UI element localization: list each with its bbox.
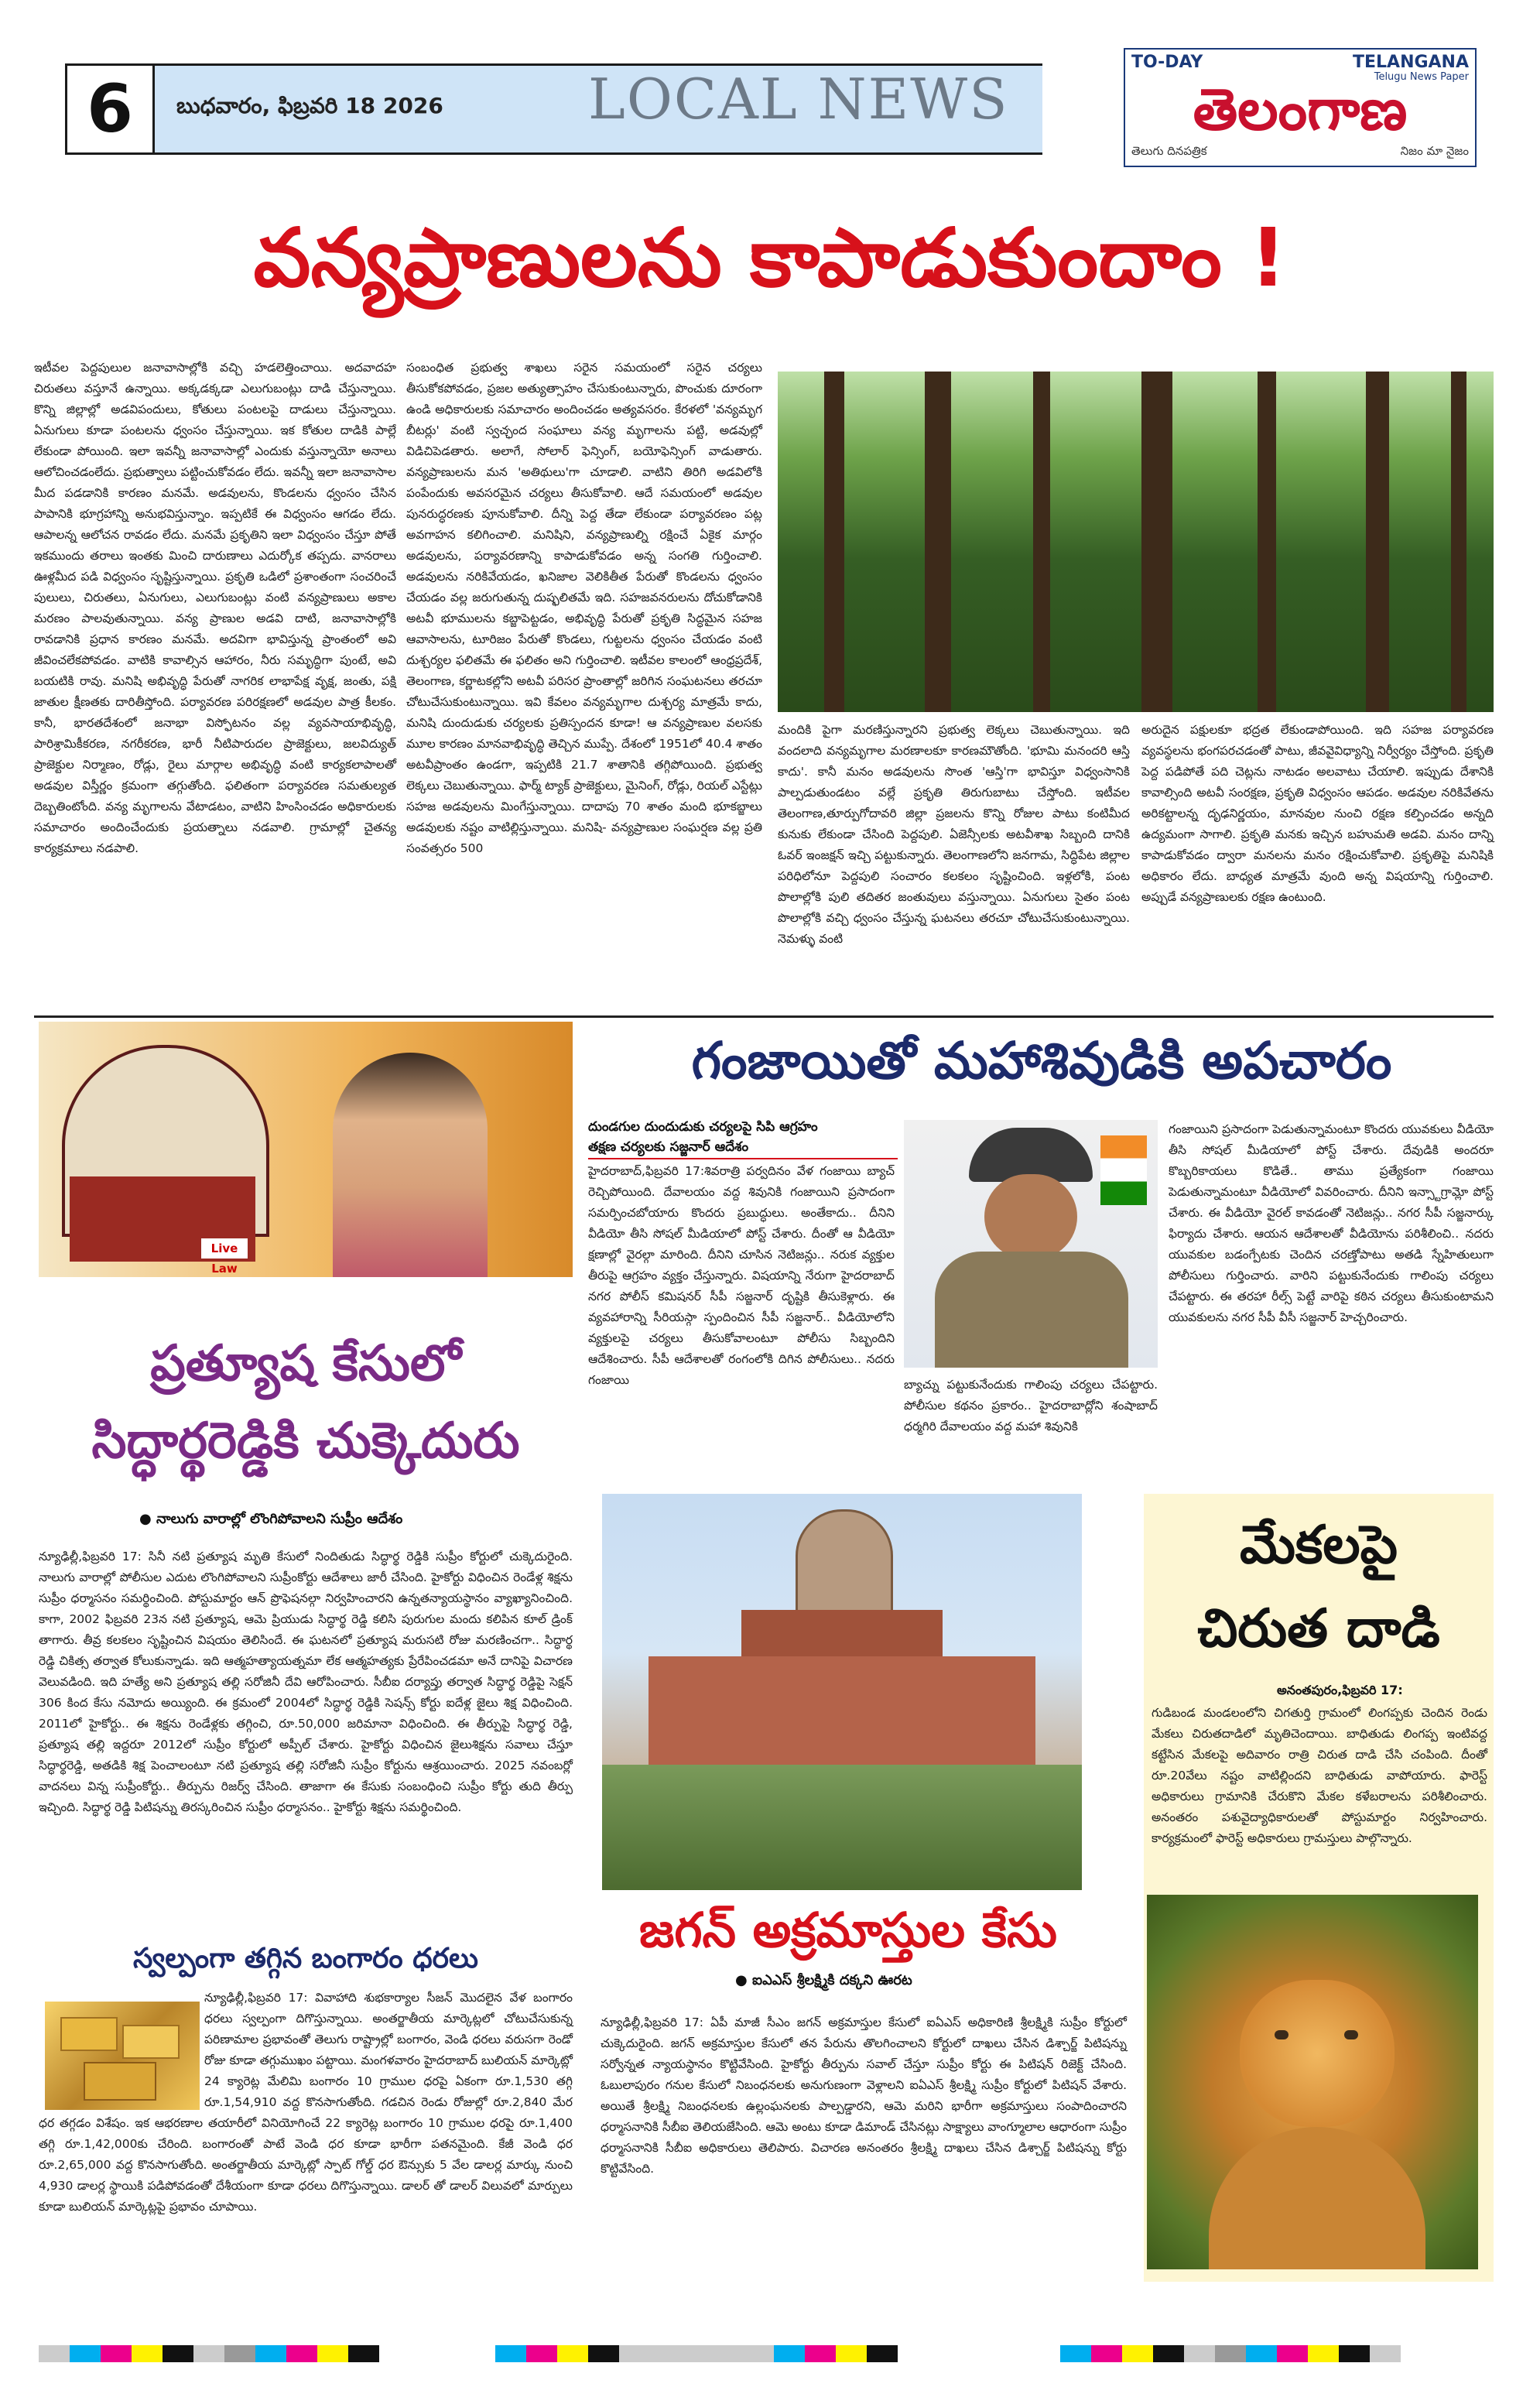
gold-headline: స్వల్పంగా తగ్గిన బంగారం ధరలు — [133, 1943, 478, 1974]
ganja-subhead-2: తక్షణ చర్యలకు సజ్జనార్ ఆదేశం — [588, 1139, 898, 1159]
gold-image-spacer — [39, 1988, 204, 2111]
logo-main: తెలంగాణ — [1193, 77, 1408, 143]
logo-top-right: TELANGANA — [1352, 53, 1469, 72]
logo-tag-left: తెలుగు దినపత్రిక — [1131, 144, 1207, 158]
leopard-headline-2: చిరుత దాడి — [1197, 1598, 1440, 1659]
color-registration-bar-middle — [495, 2345, 1037, 2365]
ganja-column-2: గంజాయిని ప్రసాదంగా పెడుతున్నామంటూ కొందరు యువకులు వీడియో తీసి సోషల్ మీడియాలో పోస్ట్ చేశారు. దేవుడికి అందరూ కొబ్బరికాయలు కొడితే.. తాము ప్రత్యేకంగా గంజాయి పెడుతున్నామంటూ వీడియోలో వివరించారు. దీనిని ఇన్స్టాగ్రామ్లో పోస్ట్ చేశారు. ఈ వీడియో వైరల్ కావడంతో నెటిజన్లు.. నగర సీపీ సజ్జనార్కు ఫిర్యాదు చేశారు. ఆయన ఆదేశాలతో వీడియోను పరిశీలించి.. నదరు యువకుల బడంగ్పేటకు చెందిన చరణ్తోపాటు అతడి స్నేహితులుగా పోలీసులు గుర్తించారు. వారిని పట్టుకునేందుకు గాలింపు చర్యలు చేపట్టారు. ఈ తరహా రీల్స్ పెట్టే వారిపై కఠిన చర్యలు తీసుకుంటామని యువకులను నగర సీపీ వీసీ సజ్జనార్ హెచ్చరించారు. — [1169, 1122, 1494, 1324]
supreme-court-photo — [602, 1494, 1082, 1890]
ganja-column-1-tail: బ్యాచ్ను పట్టుకునేందుకు గాలింపు చర్యలు చేపట్టారు. పోలీసుల కథనం ప్రకారం.. హైదరాబాద్లోని శంషాబాద్ ధర్మగిరి దేవాలయం వద్ద మహా శివునికి — [904, 1378, 1158, 1433]
jagan-headline: జగన్ అక్రమాస్తుల కేసు — [639, 1902, 1057, 1958]
lead-column-2: సంబంధిత ప్రభుత్వ శాఖలు సరైన సమయంలో సరైన చర్యలు తీసుకోకపోవడం, ప్రజల అత్యుత్సాహం చేసుకుంటున్నారు, పొంచుకు దూరంగా ఉండి అధికారులకు సమాచారం అందించడం అత్యవసరం. కేరళలో 'వన్యమృగ బీటర్లు' వంటి స్వచ్ఛంద సంఘాలు వన్య మృగాలను పట్టి, అడవుల్లో విడిచిపెడతారు. అలాగే, సోలార్ ఫెన్సింగ్, బయోఫెన్సింగ్ వాడుతారు. వన్యప్రాణులను మన 'అతిథులు'గా చూడాలి. వాటిని తిరిగి అడవిలోకి పంపేందుకు అవసరమైన చర్యలు తీసుకోవాలి. ఆదే సమయంలో అడవుల పునరుద్ధరణకు పూనుకోవాలి. దీన్ని పెద్ద తేడా లేకుండా పర్యావరణం పట్ల అవగాహన కలిగించాలి. మనిషిని, వన్యప్రాణుల్ని రక్షించే ఏకైక మార్గం అడవులను, పర్యావరణాన్ని కాపాడుకోవడం అన్న సంగతి గుర్తించాలి. అడవులను నరికివేయడం, ఖనిజాల వెలికితీత పేరుతో కొండలను ధ్వంసం చేయడం వల్ల జరుగుతున్న దుష్ఫలితమే ఇది. సహజవనరులను దోచుకోడానికి అటవీ భూములను కబ్జాపెట్టడం, అభివృద్ధి పేరుతో ప్రకృతి సిద్ధమైన సహజ ఆవాసాలను, టూరిజం పేరుతో కొండలు, గుట్టలను ధ్వంసం చేయడం వంటి దుశ్చర్యల ఫలితమే ఈ ఫలితం అని గుర్తించాలి. ఇటీవల కాలంలో ఆంధ్రప్రదేశ్, తెలంగాణ, కర్ణాటకల్లోని అటవీ పరిసర ప్రాంతాల్లో జరిగిన సంఘటనలు తరచూ చోటుచేసుకుంటున్నాయి. ఇవి కేవలం వన్యమృగాల దుశ్చర్య మాత్రమే కాదు, మనిషి దుందుడుకు చర్యలకు ప్రతిస్పందన కూడా! ఆ వన్యప్రాణుల వలసకు మూల కారణం మానవాభివృద్ధి తెచ్చిన ముప్పే. దేశంలో 1951లో 40.4 శాతం అటవీప్రాంతం ఉండగా, ఇప్పటికి 21.7 శాతానికి తగ్గిపోయింది. ప్రభుత్వ లెక్కలు చెబుతున్నాయి. ఫార్మ్ ట్యాక్ ప్రాజెక్టులు, మైనింగ్, రోడ్లు, రియల్ ఎస్టేట్లు సహజ అడవులను మింగేస్తున్నాయి. దాదాపు 70 శాతం మంది భూకబ్జాలు అడవులకు నష్టం వాటిల్లిస్తున్నాయి. మనిషి- వన్యప్రాణుల సంఘర్షణ వల్ల ప్రతి సంవత్సరం 500 — [406, 361, 762, 855]
newspaper-logo — [1124, 48, 1477, 167]
lead-column-4: అరుదైన పక్షులకూ భద్రత లేకుండాపోయింది. ఇది సహజ పర్యావరణ వ్యవస్థలను భంగపరచడంతో పాటు, జీవవైవిధ్యాన్ని నిర్వీర్యం చేస్తోంది. ప్రకృతి పెద్ద పడిపోతే పది చెట్లను నాటడం అలవాటు చేయాలి. ఇప్పుడు దేశానికి కావాల్సింది అటవీ సంరక్షణ, ప్రకృతి విధ్వంసం ఆపడం. అడవుల నరికివేతను అరికట్టాలన్న దృఢనిర్ణయం, మానవుల నుంచి రక్షణ కల్పించడం అన్నది ఉద్యమంగా సాగాలి. ప్రకృతి మనకు ఇచ్చిన బహుమతి అడవి. మనం దాన్ని కాపాడుకోవడం ద్వారా మనలను మనం రక్షించుకోవాలి. ప్రకృతిపై మనిషికి అధికారం లేదు. బాధ్యత మాత్రమే వుంది అన్న విషయాన్ని గుర్తించాలి. అప్పుడే వన్యప్రాణులకు రక్షణ ఉంటుంది. — [1141, 723, 1494, 904]
leopard-photo — [1147, 1895, 1478, 2269]
logo-top-left: TO-DAY — [1131, 53, 1203, 72]
jagan-subhead-text: ఐఎఎస్ శ్రీలక్ష్మికి దక్కని ఊరట — [751, 1972, 912, 1988]
gold-body — [39, 1988, 573, 2282]
logo-subtitle: Telugu News Paper — [1374, 71, 1469, 83]
divider — [34, 1015, 1494, 1018]
page-number: 6 — [65, 63, 155, 155]
jagan-body: న్యూఢిల్లీ,ఫిబ్రవరి 17: ఏపీ మాజీ సీఎం జగన్ అక్రమాస్తుల కేసులో ఐఏఎస్ అధికారిణి శ్రీలక్ష్మికి సుప్రీం కోర్టులో చుక్కెదురైంది. జగన్ అక్రమాస్తుల కేసులో తన పేరును తొలగించాలని కోర్టులో దాఖలు చేసిన డిశ్చార్జ్ పిటిషన్ను సర్వోన్నత న్యాయస్థానం కొట్టివేసింది. హైకోర్టు తీర్పును సవాల్ చేస్తూ సుప్రీం కోర్టు ఈ పిటిషన్ రిజెక్ట్ చేసింది. ఓబులాపురం గనుల కేసులో నిబంధనలకు అనుగుణంగా వెళ్లాలని ఐఏఎస్ శ్రీలక్ష్మి సుప్రీం కోర్టులో పిటిషన్ వేశారు. అయితే శ్రీలక్ష్మి నిబంధనలకు ఉల్లంఘనలకు పాల్పడ్డారని, ఆమె మరిని భారీగా అక్రమాస్తులు సంపాదించారని ధర్మాసనానికి సీబీఐ తెలియజేసింది. ఆమె అంటు కూడా డిమాండ్ చేసినట్లు సాక్ష్యాలు వాంగ్మూలాల ఆధారంగా సుప్రీం ధర్మాసనానికి సీబీఐ అధికారులు తెలిపారు. విచారణ అనంతరం శ్రీలక్ష్మి దాఖలు చేసిన డిశ్చార్జ్ పిటిషన్ను కోర్టు కొట్టివేసింది. — [601, 2015, 1127, 2176]
gold-body-text: న్యూఢిల్లీ,ఫిబ్రవరి 17: వివాహాది శుభకార్యాల సీజన్ మొదలైన వేళ బంగారం ధరలు స్వల్పంగా దిగొస్తున్నాయి. అంతర్జాతీయ మార్కెట్లలో చోటుచేసుకున్న పరిణామాల ప్రభావంతో తెలుగు రాష్ట్రాల్లో బంగారం, వెండి ధరలు వరుసగా రెండో రోజు కూడా తగ్గుముఖం పట్టాయి. మంగళవారం హైదరాబాద్ బులియన్ మార్కెట్లో 24 క్యారెట్ల మేలిమి బంగారం 10 గ్రాముల ధరపై ఏకంగా రూ.1,530 తగ్గి రూ.1,54,910 వద్ద కొనసాగుతోంది. గడచిన రెండు రోజుల్లో రూ.2,840 మేర ధర తగ్గడం విశేషం. ఇక ఆభరణాల తయారీలో వినియోగించే 22 క్యారెట్ల బంగారం 10 గ్రాముల ధరపై రూ.1,400 తగ్గి రూ.1,42,000కు చేరింది. బంగారంతో పాటే వెండి ధర కూడా భారీగా పతనమైంది. కేజీ వెండి ధర రూ.2,65,000 వద్ద కొనసాగుతోంది. అంతర్జాతీయ మార్కెట్లో స్పాట్ గోల్డ్ ధర ఔన్సుకు 5 వేల డాలర్ల మార్కు నుంచి 4,930 డాలర్ల స్థాయికి పడిపోవడంతో దేశీయంగా కూడా ధరలు దిగొస్తున్నాయి. డాలర్ తో డాలర్ విలువలో మార్పులు కూడా బులియన్ మార్కెట్లపై ప్రభావం చూపాయి. — [39, 1991, 573, 2214]
pratyusha-body: న్యూఢిల్లీ,ఫిబ్రవరి 17: సినీ నటి ప్రత్యూష మృతి కేసులో నిందితుడు సిద్ధార్థ రెడ్డికి సుప్రీం కోర్టులో చుక్కెదురైంది. నాలుగు వారాల్లో పోలీసుల ఎదుట లొంగిపోవాలని సుప్రీంకోర్టు ఆదేశాలు జారీ చేసింది. హైకోర్టు విధించిన రెండేళ్ల శిక్షను సుప్రీం ధర్మాసనం సమర్థించింది. పోస్టుమార్టం ఆన్ ప్రొఫెషనల్గా నిర్వహించారని ఉన్నతన్యాయస్థానం వ్యాఖ్యానించింది. కాగా, 2002 ఫిబ్రవరి 23న నటి ప్రత్యూష, ఆమె ప్రియుడు సిద్ధార్థ రెడ్డి కలిసి పురుగుల మందు కలిపిన కూల్ డ్రింక్ తాగారు. తీవ్ర కలకలం సృష్టించిన విషయం తెలిసిందే. ఈ ఘటనలో ప్రత్యూష మరుసటి రోజు మరణించగా.. సిద్ధార్థ రెడ్డి చికిత్స తర్వాత కోలుకున్నాడు. ఇది ఆత్మహత్యాయత్నమా లేక ఆత్మహత్యకు ప్రేరేపించడమా అనే దానిపై విచారణ వెలువడింది. ఇది హత్యే అని ప్రత్యూష తల్లి సరోజినీ దేవి ఆరోపించారు. సీబీఐ దర్యాప్తు తర్వాత సిద్ధార్థ రెడ్డిపై సెక్షన్ 306 కింద కేసు నమోదు అయ్యింది. ఈ క్రమంలో 2004లో సిద్ధార్థ రెడ్డికి సెషన్స్ కోర్టు ఐదేళ్ల జైలు శిక్ష విధించింది. 2011లో హైకోర్టు.. ఈ శిక్షను రెండేళ్లకు తగ్గించి, రూ.50,000 జరిమానా విధించింది. ఈ తీర్పుపై సిద్ధార్థ రెడ్డి, ప్రత్యూష తల్లి ఇద్దరూ 2012లో సుప్రీం కోర్టులో అప్పీల్ చేశారు. హైకోర్టు విధించిన జైలుశిక్షను సవాలు చేస్తూ సిద్ధార్థరెడ్డి, అతడికి శిక్ష పెంచాలంటూ నటి ప్రత్యూష తల్లి సరోజినీ సుప్రీం కోర్టును ఆశ్రయించారు. 2025 నవంబర్లో వాదనలు విన్న సుప్రీంకోర్టు.. తీర్పును రిజర్వ్ చేసింది. తాజాగా ఈ కేసుకు సంబంధించి సుప్రీం కోర్టు తుది తీర్పు ఇచ్చింది. సిద్ధార్థ రెడ్డి పిటిషన్ను తిరస్కరించిన సుప్రీం ధర్మాసనం.. హైకోర్టు శిక్షను సమర్థించింది. — [39, 1550, 573, 1814]
logo-tag-right: నిజం మా నైజం — [1400, 144, 1469, 158]
leopard-dateline: అనంతపురం,ఫిబ్రవరి 17: — [1277, 1683, 1403, 1697]
supreme-court-banner — [39, 1022, 573, 1277]
police-commissioner-photo — [904, 1120, 1158, 1368]
live-law-label: Live Law — [201, 1238, 248, 1259]
lead-column-3: మందికి పైగా మరణిస్తున్నారని ప్రభుత్వ లెక్కలు చెబుతున్నాయి. ఇది వందలాది వన్యమృగాల మరణాలకూ కారణమౌతోంది. 'భూమి మనందరి ఆస్తి కాదు'. కానీ మనం అడవులను సొంత 'ఆస్తి'గా భావిస్తూ విధ్వంసానికి పాల్పడుతుండటం వల్లే ప్రకృతి తిరుగుబాటు చేస్తోంది. ఇటీవల తెలంగాణ,తూర్పుగోదావరి జిల్లా ప్రజలను కొన్ని రోజుల పాటు కంటిమీద కునుకు లేకుండా చేసింది పెద్దపులి. ఏజెన్సీలకు అటవీశాఖ సిబ్బంది దానికి ఓవర్ ఇంజక్షన్ ఇచ్చి పట్టుకున్నారు. తెలంగాణలోని జనగామ, సిద్ధిపేట జిల్లాల పరిధిలోనూ పెద్దపులి సంచారం కలకలం సృష్టించింది. ఇళ్లలోకి, పంట పొలాల్లోకి పులి తదితర జంతువులు వస్తున్నాయి. ఏనుగులు సైతం పంట పొలాల్లోకి వచ్చి ధ్వంసం చేస్తున్న ఘటనలు తరచూ చోటుచేసుకుంటున్నాయి. నెమళ్ళు వంటి — [778, 723, 1130, 946]
ganja-subhead-1: దుండగుల దుందుడుకు చర్యలపై సిపి ఆగ్రహం — [588, 1119, 818, 1135]
forest-photo — [778, 372, 1494, 712]
pratyusha-subhead: ● నాలుగు వారాల్లో లొంగిపోవాలని సుప్రీం ఆదేశం — [139, 1511, 403, 1527]
pratyusha-headline-2: సిద్ధార్థరెడ్డికి చుక్కెదురు — [91, 1413, 520, 1470]
pratyusha-subhead-text: నాలుగు వారాల్లో లొంగిపోవాలని సుప్రీం ఆదేశం — [156, 1511, 403, 1527]
color-registration-bar-left — [39, 2345, 472, 2365]
lead-headline: వన్యప్రాణులను కాపాడుకుందాం ! — [253, 211, 1287, 305]
ganja-headline: గంజాయితో మహాశివుడికి అపచారం — [691, 1031, 1392, 1091]
issue-date: బుధవారం, ఫిబ్రవరి 18 2026 — [176, 93, 443, 118]
section-title: LOCAL NEWS — [588, 67, 1009, 132]
ganja-column-1: హైదరాబాద్,ఫిబ్రవరి 17:శివరాత్రి పర్వదినం వేళ గంజాయి బ్యాచ్ రెచ్చిపోయింది. దేవాలయం వద్ద శివునికి గంజాయిని ప్రసాదంగా సమర్పించబోయారు కొందరు ప్రబుద్ధులు. అంతేకాదు.. దీనిని వీడియో తీసి సోషల్ మీడియాలో పోస్ట్ చేశారు. దీంతో ఆ వీడియో క్షణాల్లో వైరల్గా మారింది. దీనిని చూసిన నెటిజన్లు.. నరుక వ్యక్తుల తీరుపై ఆగ్రహం వ్యక్తం చేస్తున్నారు. విషయాన్ని నేరుగా హైదరాబాద్ నగర పోలీస్ కమిషనర్ సీపీ సజ్జనార్ దృష్టికి తీసుకెళ్లారు. ఈ వ్యవహారాన్ని సీరియస్గా స్పందించిన సీపీ సజ్జనార్.. వీడియోలోని వ్యక్తులపై చర్యలు తీసుకోవాలంటూ పోలీసు సిబ్బందిని ఆదేశించారు. సీపీ ఆదేశాలతో రంగంలోకి దిగిన పోలీసులు.. నదరు గంజాయి — [588, 1164, 895, 1387]
leopard-headline-1: మేకలపై — [1239, 1515, 1398, 1576]
pratyusha-headline-1: ప్రత్యూష కేసులో — [150, 1335, 461, 1392]
leopard-body: గుడిబండ మండలంలోని చిగతుర్తి గ్రామంలో లింగప్పకు చెందిన రెండు మేకలు చిరుతదాడిలో మృతిచెందాయి. బాధితుడు లింగప్ప ఇంటివద్ద కట్టేసిన మేకలపై అదివారం రాత్రి చిరుత దాడి చేసి చంపింది. దీంతో రూ.20వేలు నష్టం వాటిల్లిందని బాధితుడు వాపోయారు. ఫారెస్ట్ అధికారులు గ్రామానికి చేరుకొని మేకల కళేబరాలను పరిశీలించారు. అనంతరం పశువైద్యాధికారులతో పోస్టుమార్టం నిర్వహించారు. కార్యక్రమంలో ఫారెస్ట్ అధికారులు గ్రామస్తులు పాల్గొన్నారు. — [1152, 1706, 1487, 1845]
jagan-subhead: ● ఐఎఎస్ శ్రీలక్ష్మికి దక్కని ఊరట — [735, 1972, 912, 1988]
color-registration-bar-right — [1060, 2345, 1494, 2365]
lead-column-1: ఇటీవల పెద్దపులుల జనావాసాల్లోకి వచ్చి హడలెత్తించాయి. అదవాదహ చిరుతలు వస్తూనే ఉన్నాయి. అక్కడక్కడా ఎలుగుబంట్లు దాడి చేస్తున్నాయి. కొన్ని జిల్లాల్లో అడవిపందులు, కోతులు పంటలపై దాడులు చేస్తున్నాయి. ఏనుగులు కూడా పంటలను ధ్వంసం చేస్తున్నాయి. ఇక కోతుల దాడికి పాల్లే లేకుండా పోయింది. ఇలా ఇవన్నీ జనావాసాల్లో ఎందుకు వస్తున్నాయో అనాలు ఆలోచించడంలేదు. ప్రభుత్వాలు పట్టించుకోవడం లేదు. ఇవన్నీ ఇలా జనావాసాల మీద పడడానికి కారణం మనమే. అడవులను, కొండలను ధ్వంసం చేసిన పాపానికి భూగ్రహాన్ని అనుభవిస్తున్నాం. ఇప్పటికే ఈ విధ్వంసం ఆగడం లేదు. ఆపాలన్న ఆలోచన రావడం లేదు. మనమే ప్రకృతిని ఇలా విధ్వంసం చేస్తూ పోతే ఇకముందు తరాలు ఇంతకు మించి దారుణాలు ఎదుర్కోక తప్పదు. వానరాలు ఊళ్లమీద పడి విధ్వంసం సృష్టిస్తున్నాయి. ప్రకృతి ఒడిలో ప్రశాంతంగా సంచరించే పులులు, చిరుతలు, ఏనుగులు, ఎలుగుబంట్లు వంటి వన్యప్రాణులు అకాల మరణం పాలవుతున్నాయి. వన్య ప్రాణుల అడవి దాటి, జనావాసాల్లోకి రావడానికి ప్రధాన కారణం మనమే. అదవిగా భావిస్తున్న ప్రాంతంలో అవి జీవించలేకపోవడం. వాటికి కావాల్సిన ఆహారం, నీరు సమృద్ధిగా పుంటే, అవి బయటికి రావు. మనిషి అభివృద్ధి పేరుతో నాగరిక లాభాపేక్ష వృక్ష, జంతు, పక్షి జాతుల క్షీణతకు దారితీస్తోంది. పర్యావరణ పరిరక్షణలో అడవుల పాత్ర కీలకం. కానీ, భారతదేశంలో జనాభా విస్ఫోటనం వల్ల వ్యవసాయాభివృద్ధి, పారిశ్రామికీకరణ, నగరీకరణ, భారీ నీటిపారుదల ప్రాజెక్టులు, జలవిద్యుత్ ప్రాజెక్టుల నిర్మాణం, రోడ్లు, రైలు మార్గాల అభివృద్ధి వంటి కార్యకలాపాలతో అడవుల విస్తీర్ణం క్రమంగా తగ్గుతోంది. ఫలితంగా పర్యావరణ సమతుల్యత దెబ్బతింటోంది. వన్య మృగాలను వేటాడటం, వాటిని హింసించడం అధికారులకు సమాచారం అందించేందుకు ప్రయత్నాలు నడవాలి. గ్రామాల్లో చైతన్య కార్యక్రమాలు నడపాలి. — [34, 361, 396, 855]
